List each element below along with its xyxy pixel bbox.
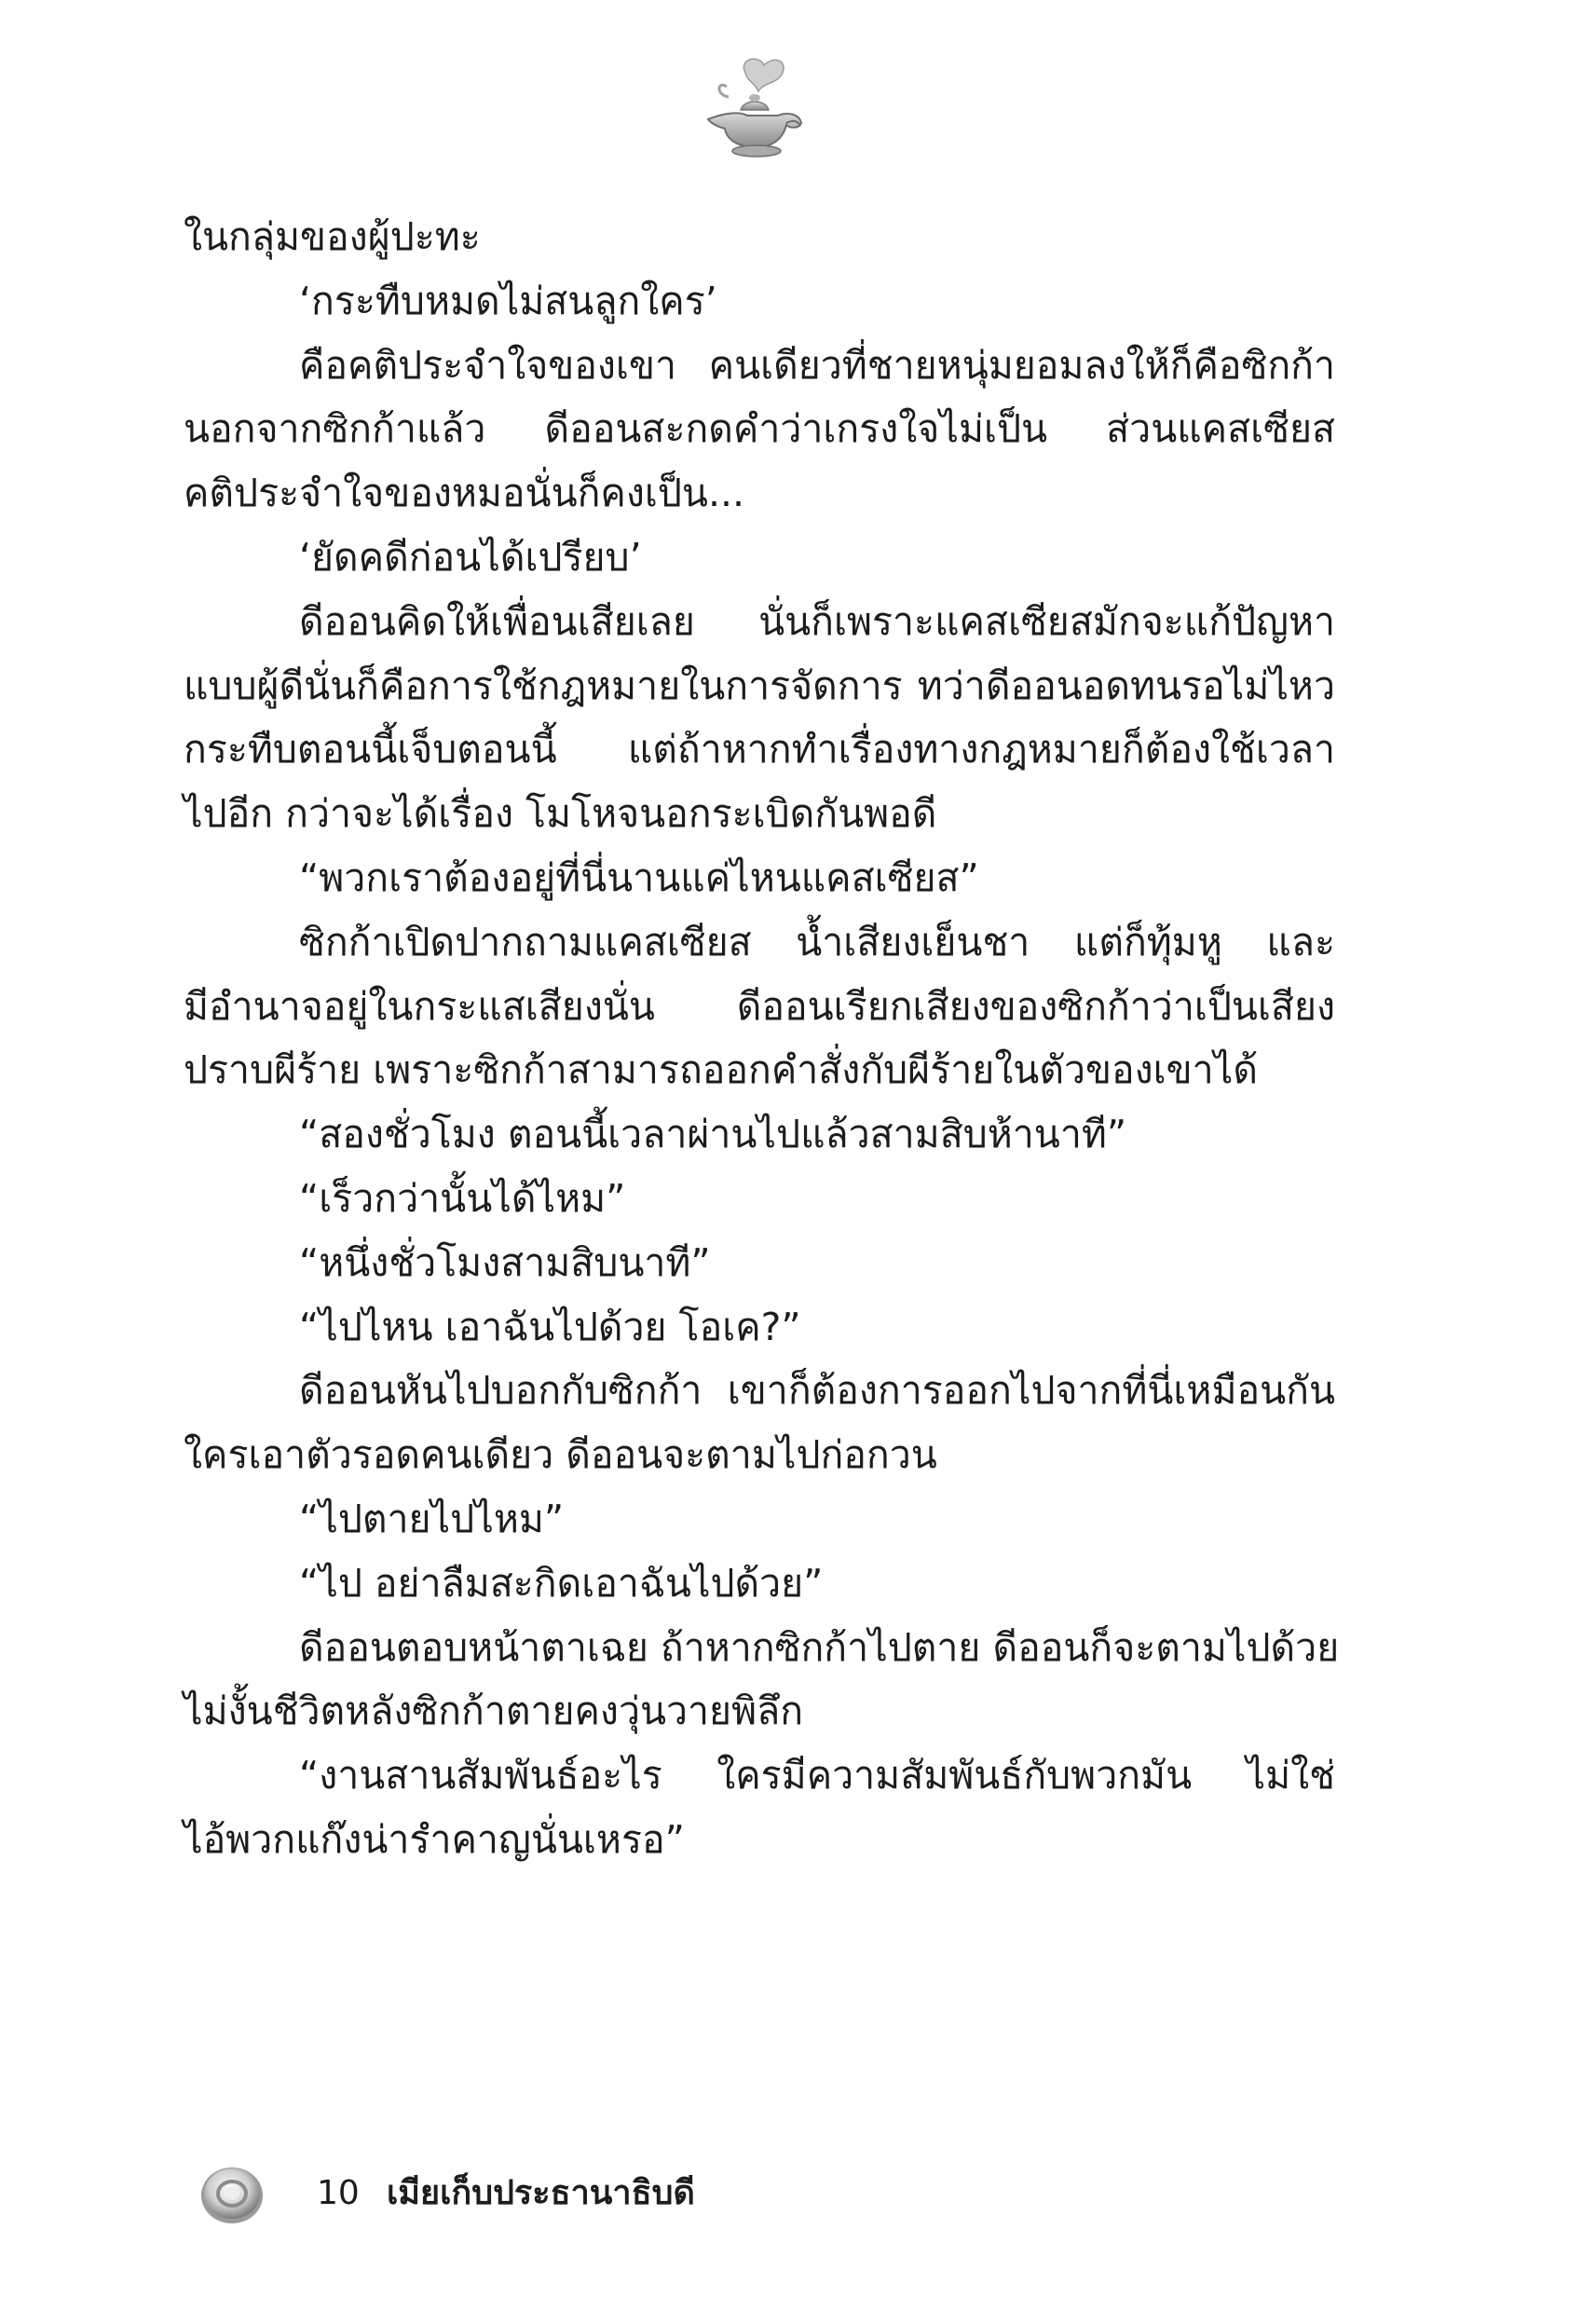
circle-emblem-icon <box>196 2160 268 2227</box>
page-footer <box>196 2160 1034 2227</box>
text-line: “ไปไหน เอาฉันไปด้วย โอเค?” <box>299 1304 801 1349</box>
text-line: ใครเอาตัวรอดคนเดียว ดีออนจะตามไปก่อกวน <box>184 1432 937 1478</box>
text-line: แบบผู้ดีนั่นก็คือการใช้กฎหมายในการจัดการ ทว่าดีออนอดทนรอไม่ไหว <box>184 663 1335 708</box>
text-line: คติประจำใจของหมอนั่นก็คงเป็น... <box>184 471 745 516</box>
text-line: “เร็วกว่านั้นได้ไหม” <box>299 1175 626 1221</box>
text-line: คือคติประจำใจของเขา คนเดียวที่ชายหนุ่มยอมลงให้ก็คือซิกก้า <box>299 342 1335 388</box>
text-line: ดีออนคิดให้เพื่อนเสียเลย นั่นก็เพราะแคสเซียสมักจะแก้ปัญหา <box>299 598 1335 644</box>
page-number: 10 <box>317 2174 360 2212</box>
text-line: ไปอีก กว่าจะได้เรื่อง โมโหจนอกระเบิดกันพอดี <box>184 791 937 837</box>
text-line: ‘ยัดคดีก่อนได้เปรียบ’ <box>299 534 642 580</box>
book-title: เมียเก็บประธานาธิบดี <box>387 2174 695 2212</box>
text-line: ในกลุ่มของผู้ปะทะ <box>184 214 481 259</box>
text-line: ดีออนหันไปบอกกับซิกก้า เขาก็ต้องการออกไปจากที่นี่เหมือนกัน <box>299 1368 1335 1414</box>
genie-lamp-icon <box>689 54 815 166</box>
text-line: นอกจากซิกก้าแล้ว ดีออนสะกดคำว่าเกรงใจไม่เป็น ส่วนแคสเซียส <box>184 406 1335 452</box>
text-line: “หนึ่งชั่วโมงสามสิบนาที” <box>299 1239 711 1285</box>
text-line: “สองชั่วโมง ตอนนี้เวลาผ่านไปแล้วสามสิบห้านาที” <box>299 1112 1127 1157</box>
text-line: ‘กระทืบหมดไม่สนลูกใคร’ <box>299 278 717 323</box>
text-line: ซิกก้าเปิดปากถามแคสเซียส น้ำเสียงเย็นชา แต่ก็ทุ้มหู และ <box>299 919 1335 964</box>
text-line: กระทืบตอนนี้เจ็บตอนนี้ แต่ถ้าหากทำเรื่องทางกฎหมายก็ต้องใช้เวลา <box>184 727 1335 773</box>
text-line: “งานสานสัมพันธ์อะไร ใครมีความสัมพันธ์กับพวกมัน ไม่ใช่ <box>299 1753 1335 1798</box>
text-line: “ไป อย่าลืมสะกิดเอาฉันไปด้วย” <box>299 1560 824 1606</box>
text-line: ดีออนตอบหน้าตาเฉย ถ้าหากซิกก้าไปตาย ดีออนก็จะตามไปด้วย <box>299 1624 1340 1670</box>
body-text <box>184 205 1340 1872</box>
text-line: ปราบผีร้าย เพราะซิกก้าสามารถออกคำสั่งกับผีร้ายในตัวของเขาได้ <box>184 1047 1258 1093</box>
text-line: ไอ้พวกแก๊งน่ารำคาญนั่นเหรอ” <box>184 1816 685 1862</box>
text-line: ไม่งั้นชีวิตหลังซิกก้าตายคงวุ่นวายพิลึก <box>184 1689 804 1734</box>
text-line: “ไปตายไปไหม” <box>299 1496 565 1541</box>
text-line: มีอำนาจอยู่ในกระแสเสียงนั่น ดีออนเรียกเสียงของซิกก้าว่าเป็นเสียง <box>184 983 1335 1029</box>
text-line: “พวกเราต้องอยู่ที่นี่นานแค่ไหนแคสเซียส” <box>299 855 979 900</box>
